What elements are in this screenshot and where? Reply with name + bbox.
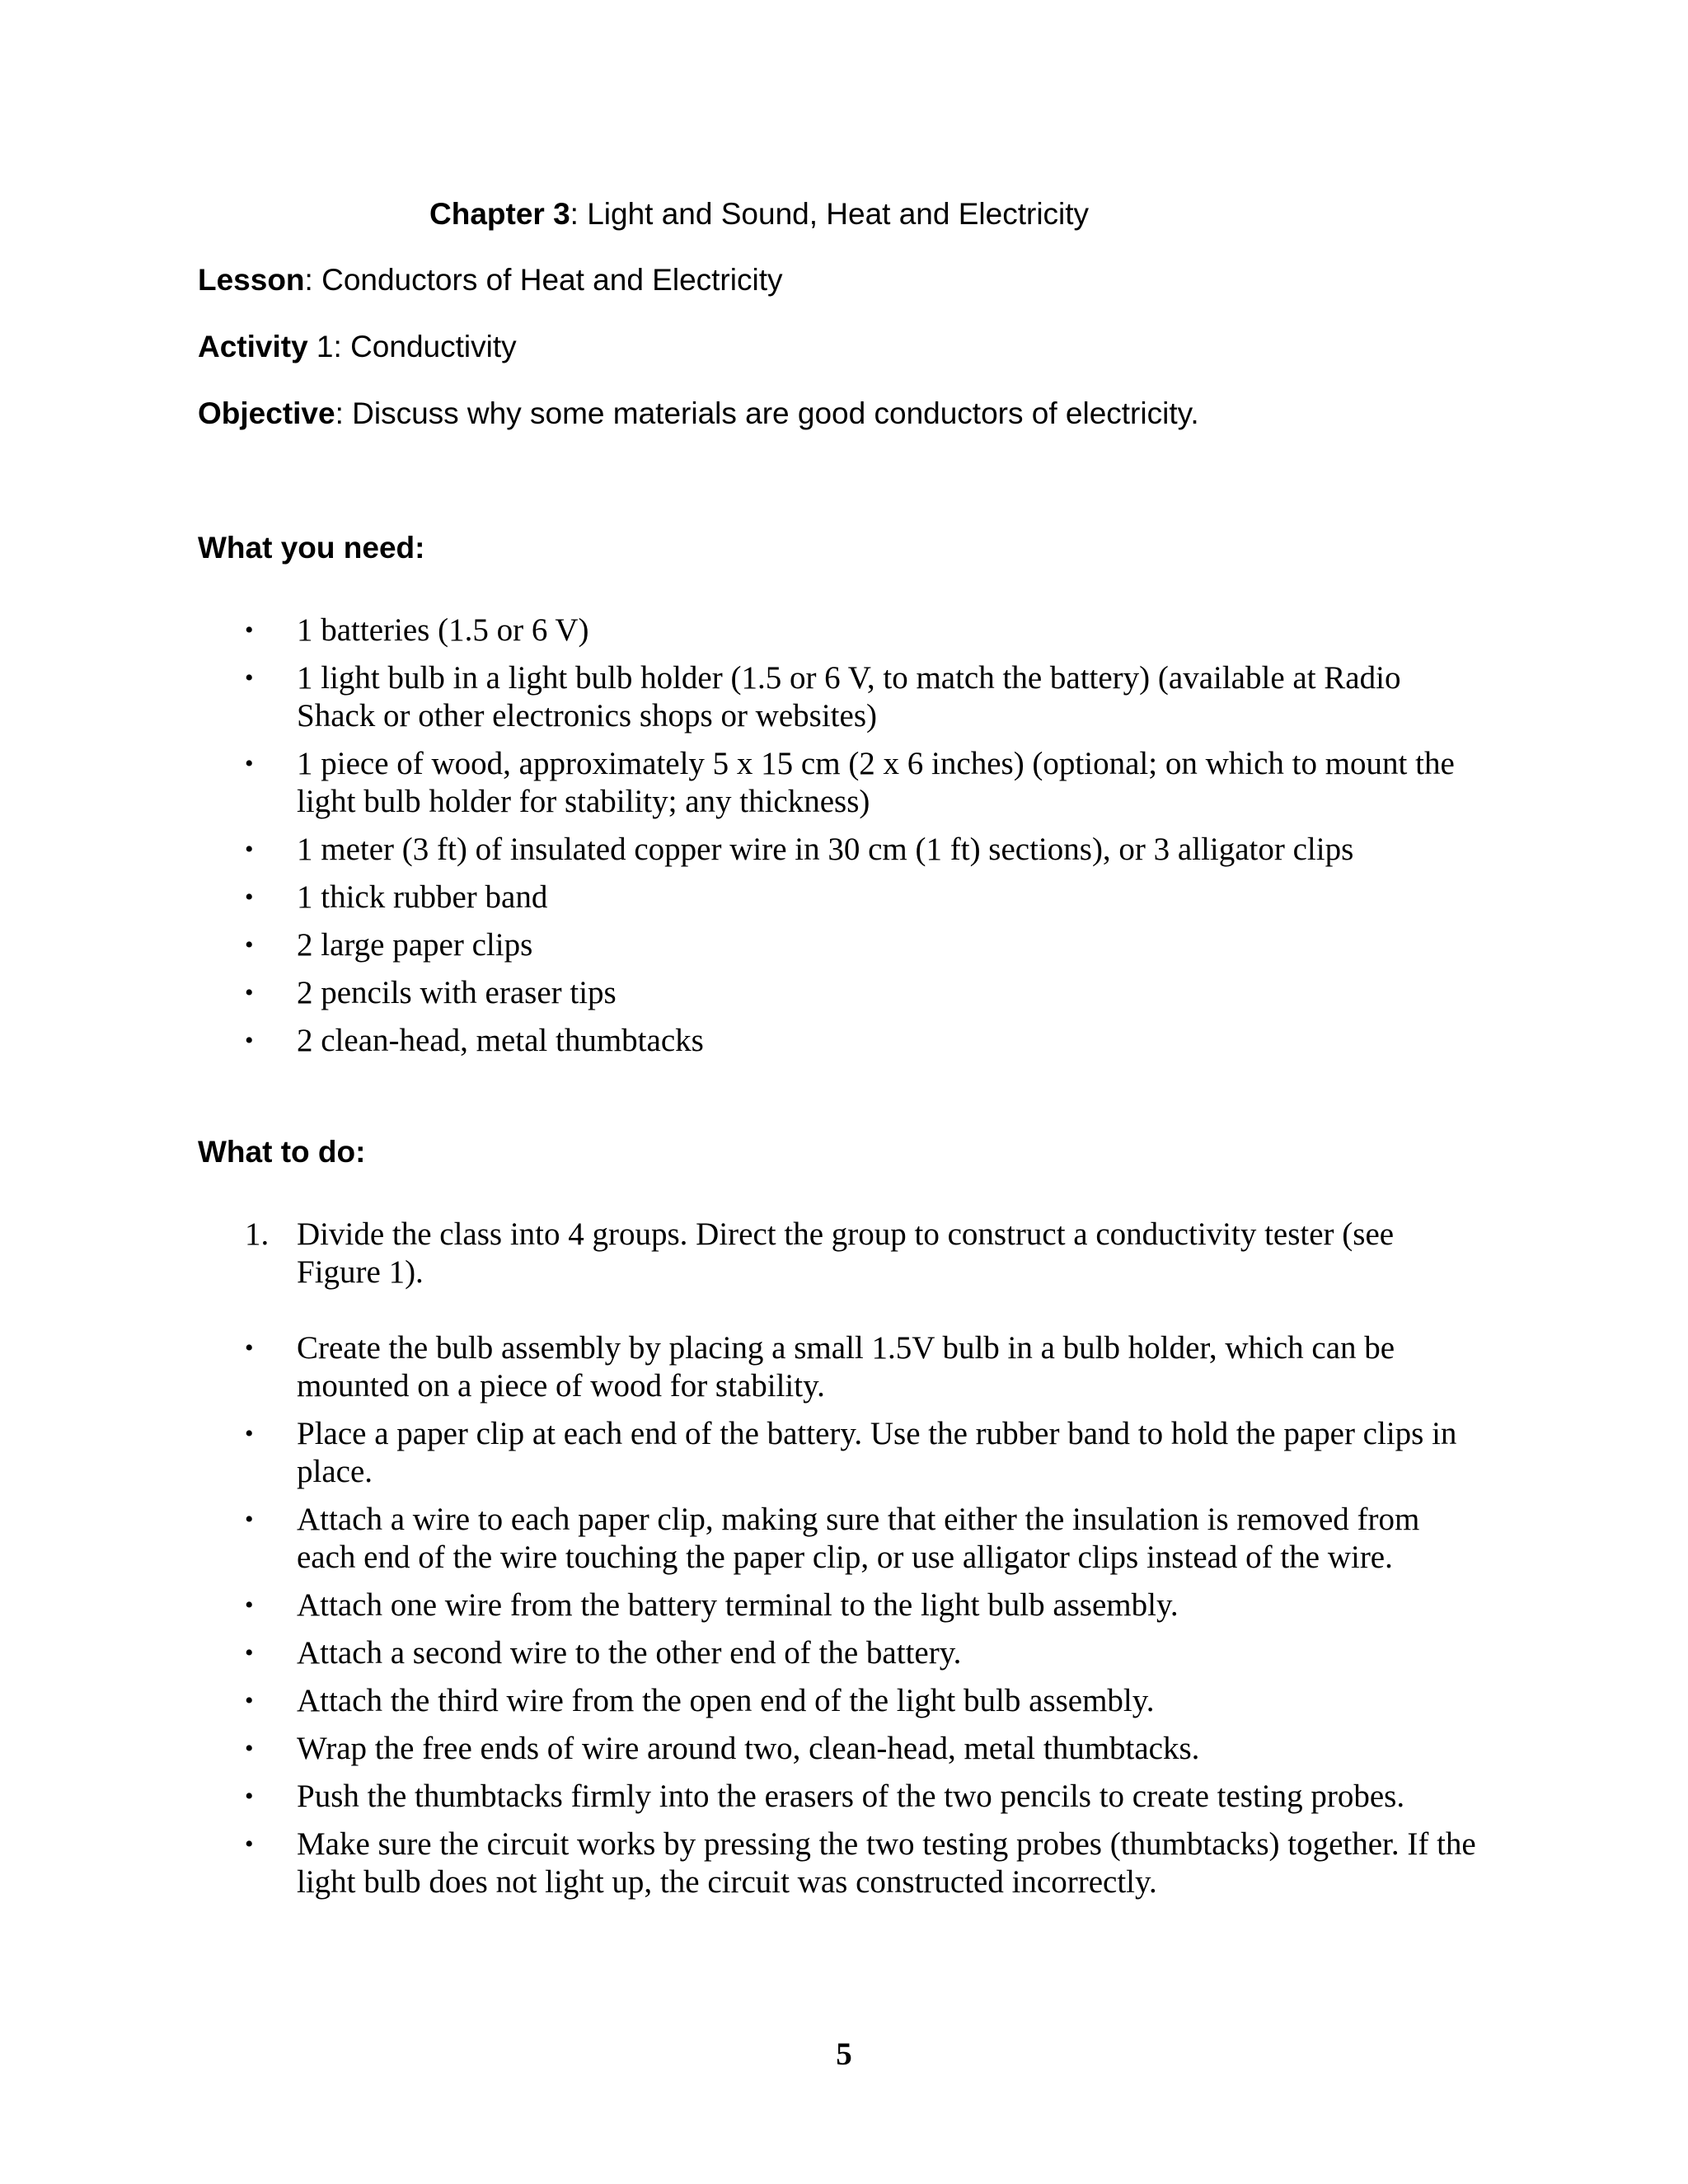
chapter-heading — [429, 194, 1089, 235]
list-item — [198, 745, 1484, 821]
bullet-icon: • — [245, 931, 254, 958]
bullet-icon: • — [245, 750, 254, 777]
list-item-text: Attach a second wire to the other end of the battery. — [297, 1635, 962, 1671]
list-item — [198, 926, 1484, 964]
list-item — [198, 1022, 1484, 1060]
list-item — [198, 1501, 1484, 1577]
list-item-text: Make sure the circuit works by pressing the two testing probes (thumbtacks) together. If the light bulb does not light up, the circuit was constructed incorrectly. — [297, 1826, 1476, 1900]
list-item — [198, 1825, 1484, 1901]
list-item-text: Place a paper clip at each end of the battery. Use the rubber band to hold the paper clips in place. — [297, 1416, 1457, 1489]
procedure-step — [198, 1216, 1484, 1291]
bullet-icon: • — [245, 1420, 254, 1447]
bullet-icon: • — [245, 979, 254, 1006]
list-item-text: 1 batteries (1.5 or 6 V) — [297, 612, 589, 648]
activity-line — [198, 326, 517, 368]
list-item — [198, 1682, 1484, 1720]
page-number: 5 — [836, 2036, 852, 2072]
bullet-icon: • — [245, 1334, 254, 1361]
step-number: 1. — [245, 1216, 270, 1252]
bullet-icon: • — [245, 883, 254, 911]
list-item-text: Push the thumbtacks firmly into the erasers of the two pencils to create testing probes. — [297, 1779, 1405, 1814]
list-item-text: Attach a wire to each paper clip, making sure that either the insulation is removed from each end of the wire touching the paper clip, or use alligator clips instead of the wire. — [297, 1502, 1420, 1575]
objective-label: Objective — [198, 396, 335, 430]
chapter-title: : Light and Sound, Heat and Electricity — [570, 197, 1090, 231]
bullet-icon: • — [245, 1687, 254, 1714]
objective-text: : Discuss why some materials are good conductors of electricity. — [335, 396, 1199, 430]
list-item — [198, 1634, 1484, 1672]
list-item-text: 1 meter (3 ft) of insulated copper wire in 30 cm (1 ft) sections), or 3 alligator clips — [297, 832, 1354, 867]
list-item-text: Attach one wire from the battery terminal to the light bulb assembly. — [297, 1587, 1179, 1623]
materials-list — [198, 612, 1484, 1060]
list-item — [198, 659, 1484, 735]
list-item-text: 1 thick rubber band — [297, 879, 548, 915]
bullet-icon: • — [245, 836, 254, 863]
bullet-icon: • — [245, 1783, 254, 1810]
bullet-icon: • — [245, 1735, 254, 1762]
list-item — [198, 879, 1484, 916]
list-item — [198, 1778, 1484, 1816]
bullet-icon: • — [245, 1830, 254, 1858]
procedure-heading: What to do: — [198, 1135, 366, 1169]
list-item — [198, 1730, 1484, 1768]
list-item-text: Attach the third wire from the open end of the light bulb assembly. — [297, 1683, 1155, 1718]
bullet-icon: • — [245, 1506, 254, 1533]
list-item-text: 2 pencils with eraser tips — [297, 975, 617, 1010]
chapter-label: Chapter 3 — [429, 197, 570, 231]
list-item — [198, 831, 1484, 869]
materials-heading: What you need: — [198, 531, 425, 565]
list-item-text: Wrap the free ends of wire around two, clean-head, metal thumbtacks. — [297, 1731, 1200, 1766]
activity-label: Activity — [198, 330, 308, 363]
activity-text: 1: Conductivity — [307, 330, 517, 363]
substeps-list — [198, 1329, 1484, 1901]
list-item-text: 1 light bulb in a light bulb holder (1.5 or 6 V, to match the battery) (available at Radio Shack or other electronics shops or websites) — [297, 660, 1401, 733]
bullet-icon: • — [245, 1027, 254, 1054]
bullet-icon: • — [245, 664, 254, 691]
bullet-icon: • — [245, 1639, 254, 1666]
list-item — [198, 612, 1484, 649]
bullet-icon: • — [245, 616, 254, 644]
list-item-text: 2 clean-head, metal thumbtacks — [297, 1023, 704, 1058]
list-item-text: 1 piece of wood, approximately 5 x 15 cm (2 x 6 inches) (optional; on which to mount the light bulb holder for stability; any thickness) — [297, 746, 1455, 819]
lesson-line — [198, 260, 782, 301]
procedure-steps — [198, 1216, 1484, 1291]
list-item — [198, 1415, 1484, 1491]
list-item-text: Create the bulb assembly by placing a small 1.5V bulb in a bulb holder, which can be mounted on a piece of wood for stability. — [297, 1330, 1395, 1404]
list-item-text: 2 large paper clips — [297, 927, 533, 963]
list-item — [198, 1586, 1484, 1624]
bullet-icon: • — [245, 1591, 254, 1619]
step-text: Divide the class into 4 groups. Direct the group to construct a conductivity tester (see Figure 1). — [297, 1216, 1395, 1290]
list-item — [198, 974, 1484, 1012]
list-item — [198, 1329, 1484, 1405]
lesson-label: Lesson — [198, 263, 305, 297]
objective-line — [198, 393, 1199, 434]
lesson-text: : Conductors of Heat and Electricity — [304, 263, 783, 297]
